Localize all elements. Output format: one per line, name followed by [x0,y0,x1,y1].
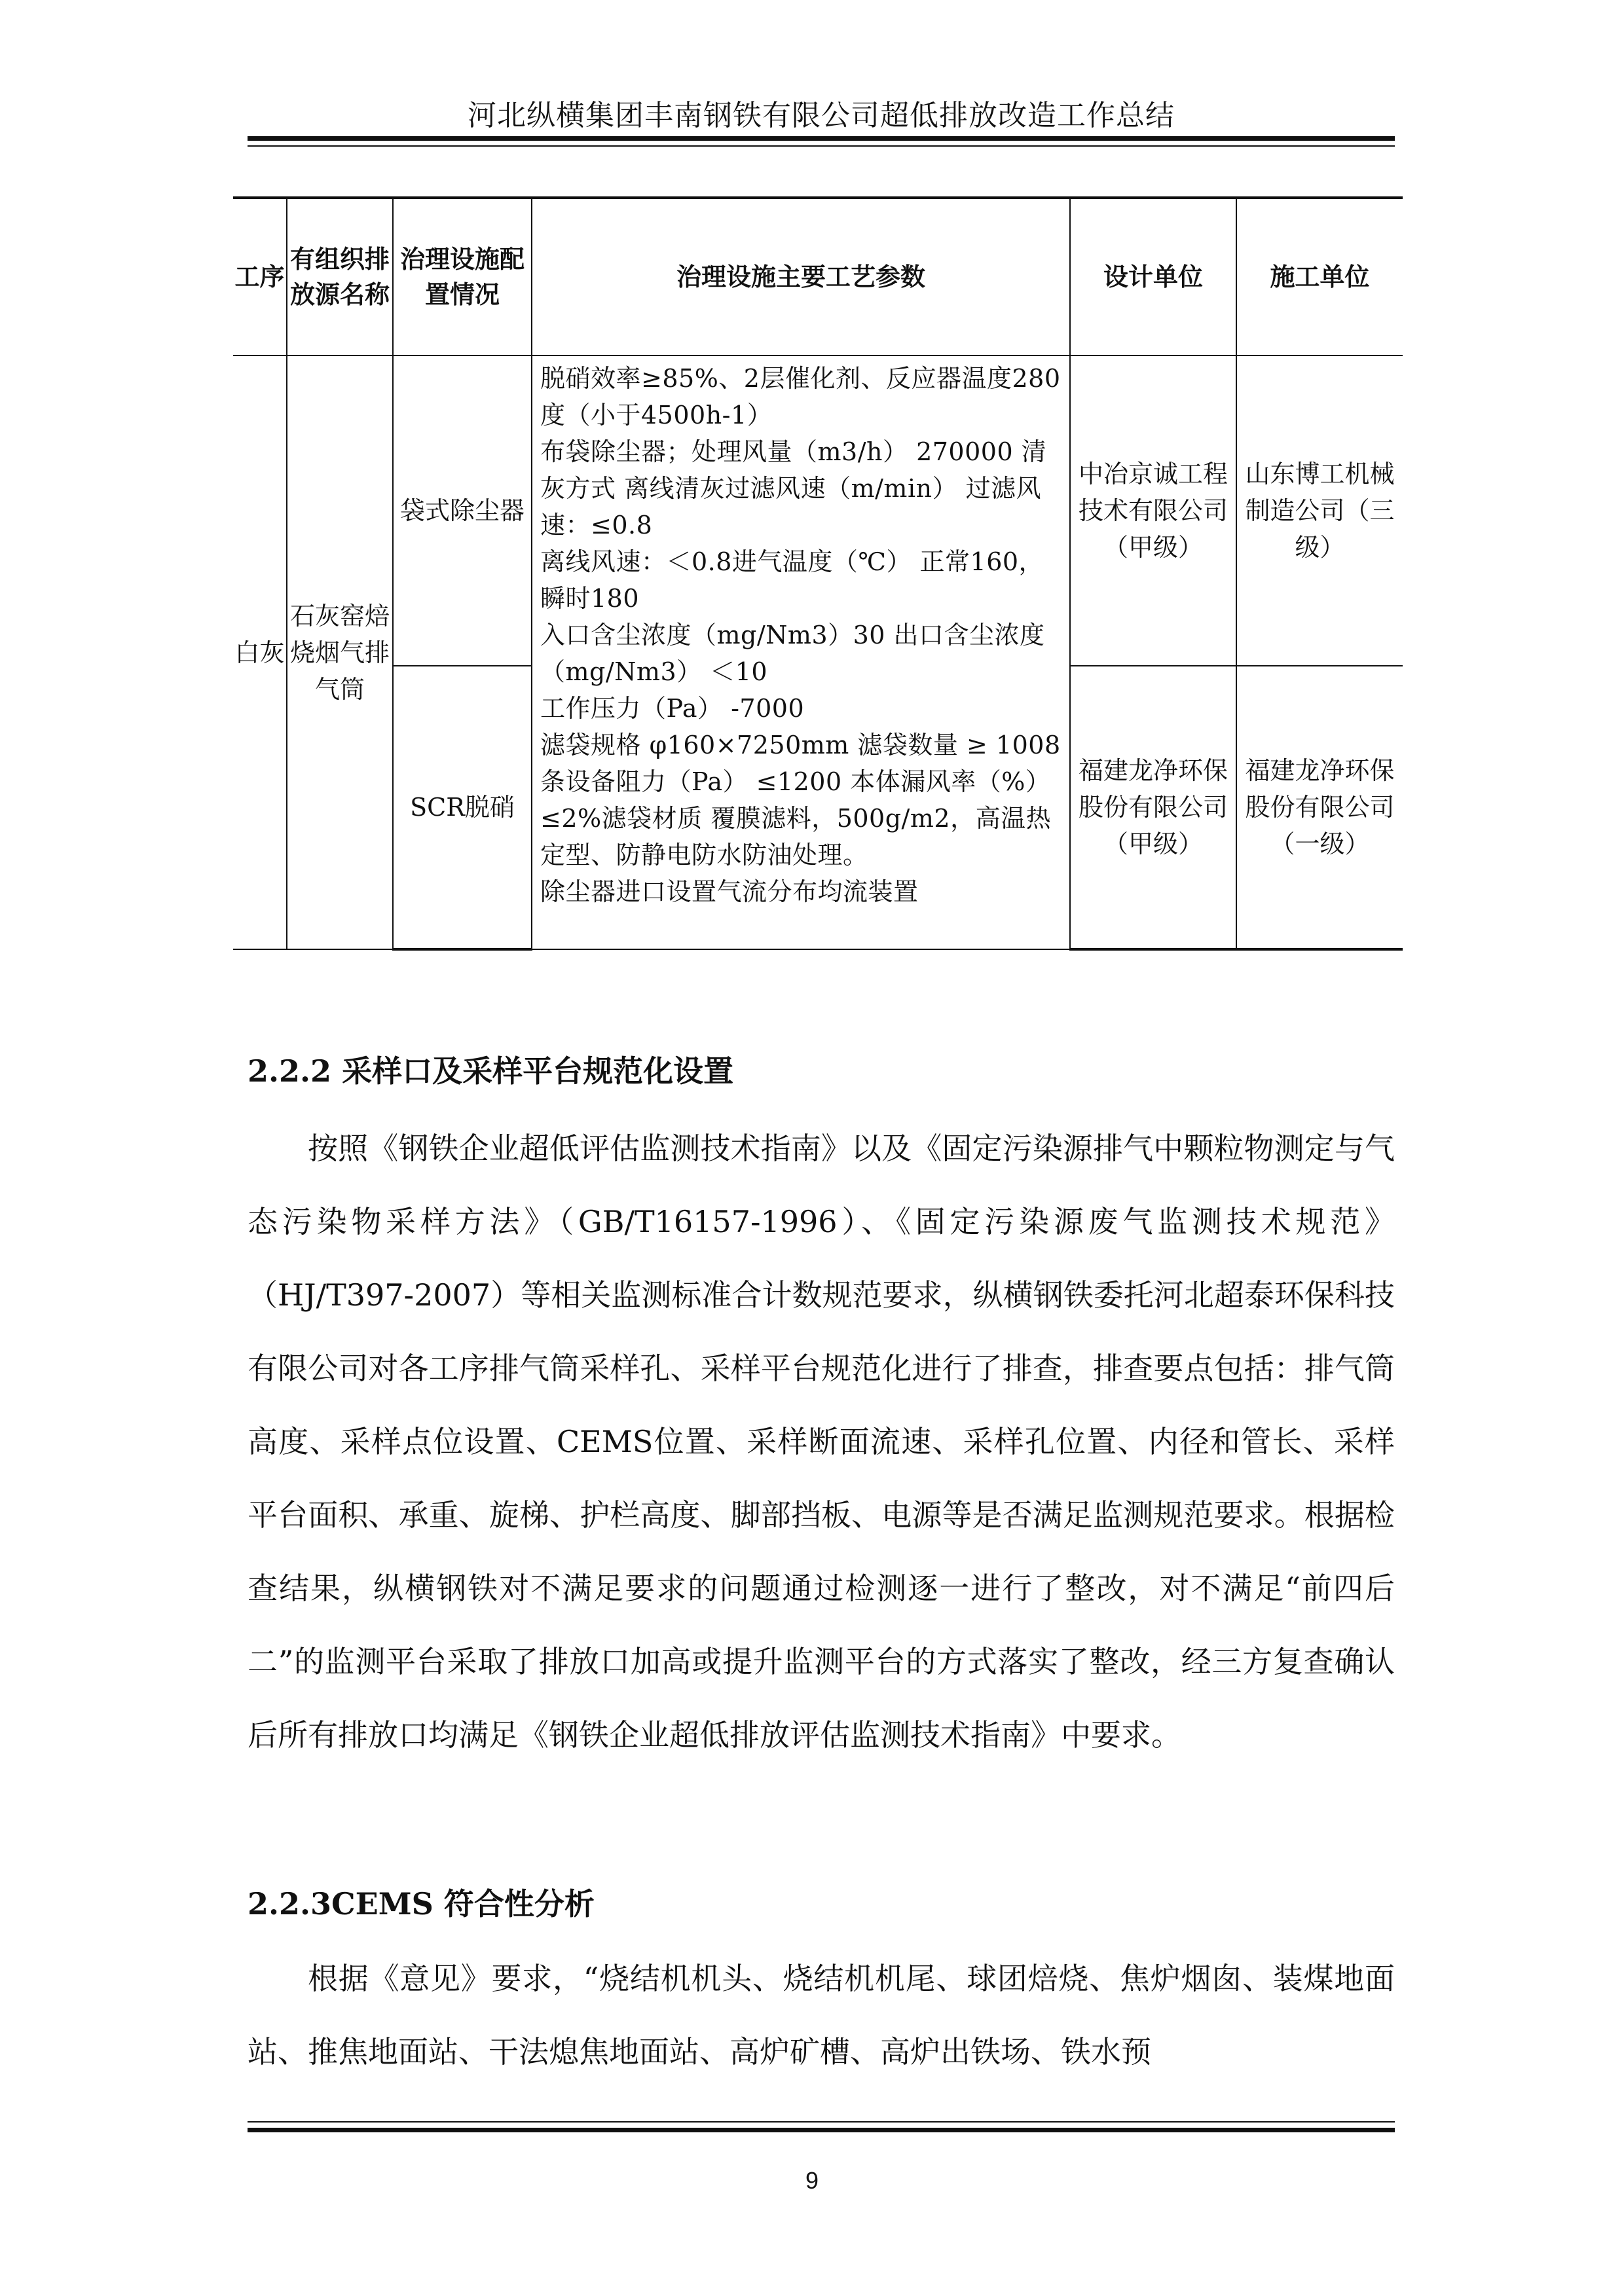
param-line: 脱硝效率≥85%、2层催化剂、反应器温度280度（小于4500h-1） [540,364,1061,429]
section-heading-222: 2.2.2 采样口及采样平台规范化设置 [248,1053,734,1089]
param-line: 离线风速：＜0.8进气温度（℃） 正常160，瞬时180 [540,547,1044,613]
treatment-facility-table [233,196,1403,951]
column-header-params: 治理设施主要工艺参数 [532,198,1070,355]
section-paragraph-222: 按照《钢铁企业超低评估监测技术指南》以及《固定污染源排气中颗粒物测定与气态污染物采样方法》（GB/T16157-1996）、《固定污染源废气监测技术规范》（HJ/T397-2007）等相关监测标准合计数规范要求，纵横钢铁委托河北超泰环保科技有限公司对各工序排气筒采样孔、采样平台规范化进行了排查，排查要点包括：排气筒高度、采样点位设置、CEMS位置、采样断面流速、采样孔位置、内径和管长、采样平台面积、承重、旋梯、护栏高度、脚部挡板、电源等是否满足监测规范要求。根据检查结果，纵横钢铁对不满足要求的问题通过检测逐一进行了整改，对不满足“前四后二”的监测平台采取了排放口加高或提升监测平台的方式落实了整改，经三方复查确认后所有排放口均满足《钢铁企业超低排放评估监测技术指南》中要求。 [248,1131,1395,1753]
column-header-facility: 治理设施配置情况 [393,198,532,355]
construction-unit-cell-top: 山东博工机械制造公司（三级） [1236,355,1403,666]
process-params-cell [532,355,1070,949]
section-paragraph-223: 根据《意见》要求，“烧结机机头、烧结机机尾、球团焙烧、焦炉烟囱、装煤地面站、推焦地面站、干法熄焦地面站、高炉矿槽、高炉出铁场、铁水预 [248,1961,1395,2069]
column-header-design-unit: 设计单位 [1070,198,1236,355]
param-line: 入口含尘浓度（mg/Nm3）30 出口含尘浓度（mg/Nm3） ＜10 [540,621,1045,686]
param-line: 滤袋规格 φ160×7250mm 滤袋数量 ≥ 1008条设备阻力（Pa） ≤1200 本体漏风率（%） ≤2%滤袋材质 覆膜滤料，500g/m2，高温热定型、防静电防水防油处理。 [540,731,1061,869]
facility-cell-bag-filter: 袋式除尘器 [393,355,532,666]
header-rule-thin [248,145,1395,147]
process-cell: 白灰 [233,355,287,949]
design-unit-cell-bottom: 福建龙净环保股份有限公司（甲级） [1070,666,1236,949]
param-line: 除尘器进口设置气流分布均流装置 [540,877,919,906]
facility-cell-scr: SCR脱硝 [393,666,532,949]
table-row [233,355,1403,666]
param-line: 工作压力（Pa） -7000 [540,694,805,723]
param-line: 布袋除尘器；处理风量（m3/h） 270000 清灰方式 离线清灰过滤风速（m/min） 过滤风速：≤0.8 [540,437,1047,539]
column-header-construction-unit: 施工单位 [1236,198,1403,355]
column-header-source: 有组织排放源名称 [287,198,393,355]
footer-rule-thick [248,2128,1395,2132]
design-unit-cell-top: 中冶京诚工程技术有限公司（甲级） [1070,355,1236,666]
footer-rule-thin [248,2121,1395,2123]
column-header-process: 工序 [233,198,287,355]
header-rule-thick [248,136,1395,141]
section-heading-223: 2.2.3CEMS 符合性分析 [248,1886,595,1922]
table-header-row [233,198,1403,355]
page-number: 9 [805,2167,819,2194]
construction-unit-cell-bottom: 福建龙净环保股份有限公司（一级） [1236,666,1403,949]
emission-source-cell: 石灰窑焙烧烟气排气筒 [287,355,393,949]
page-header-title: 河北纵横集团丰南钢铁有限公司超低排放改造工作总结 [468,99,1175,132]
